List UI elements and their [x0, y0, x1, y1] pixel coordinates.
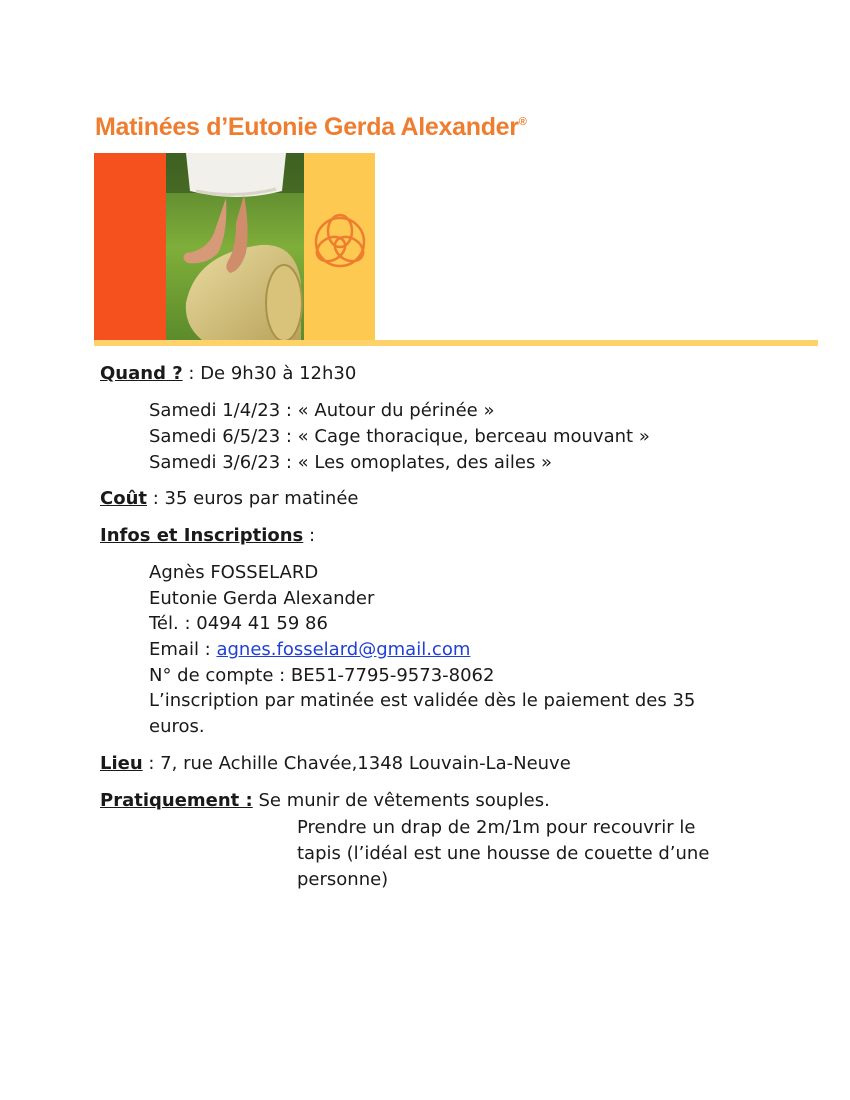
infos-label: Infos et Inscriptions	[100, 525, 304, 546]
session-1: Samedi 1/4/23 : « Autour du périnée »	[149, 400, 495, 421]
session-2: Samedi 6/5/23 : « Cage thoracique, berceau mouvant »	[149, 426, 650, 447]
pratique-row	[100, 790, 550, 812]
quand-value: De 9h30 à 12h30	[200, 363, 357, 384]
contact-email-row: Email : agnes.fosselard@gmail.com	[149, 639, 471, 660]
lieu-value: : 7, rue Achille Chavée,1348 Louvain-La-Neuve	[142, 753, 571, 774]
orange-band	[94, 153, 166, 343]
payment-note-1: L’inscription par matinée est validée dès le paiement des 35	[149, 690, 696, 711]
contact-org: Eutonie Gerda Alexander	[149, 588, 375, 609]
cout-row	[100, 488, 359, 510]
horizontal-rule	[94, 340, 818, 346]
payment-note-2: euros.	[149, 716, 205, 737]
contact-tel: Tél. : 0494 41 59 86	[149, 613, 328, 634]
header-banner	[94, 153, 375, 343]
pratique-line-2: tapis (l’idéal est une housse de couette d’une	[297, 843, 710, 864]
registered-mark: ®	[518, 116, 527, 128]
page-title: Matinées d’Eutonie Gerda Alexander®	[95, 113, 527, 141]
lieu-label: Lieu	[100, 753, 143, 774]
lieu-row	[100, 753, 571, 775]
bank-account: N° de compte : BE51-7795-9573-8062	[149, 665, 495, 686]
cout-value: : 35 euros par matinée	[147, 488, 359, 509]
contact-name: Agnès FOSSELARD	[149, 562, 319, 583]
yellow-band	[304, 153, 375, 343]
feet-on-log-photo	[166, 153, 304, 343]
pratique-label: Pratiquement :	[100, 790, 253, 811]
email-link[interactable]: agnes.fosselard@gmail.com	[216, 639, 471, 660]
infos-row: Infos et Inscriptions :	[100, 525, 316, 546]
quand-label: Quand ?	[100, 363, 183, 384]
pratique-line-1: Prendre un drap de 2m/1m pour recouvrir le	[297, 817, 696, 838]
session-3: Samedi 3/6/23 : « Les omoplates, des ailes »	[149, 452, 553, 473]
quand-row: Quand ? : De 9h30 à 12h30	[100, 363, 357, 384]
pratique-value: Se munir de vêtements souples.	[252, 790, 550, 811]
cout-label: Coût	[100, 488, 147, 509]
pratique-line-3: personne)	[297, 869, 389, 890]
